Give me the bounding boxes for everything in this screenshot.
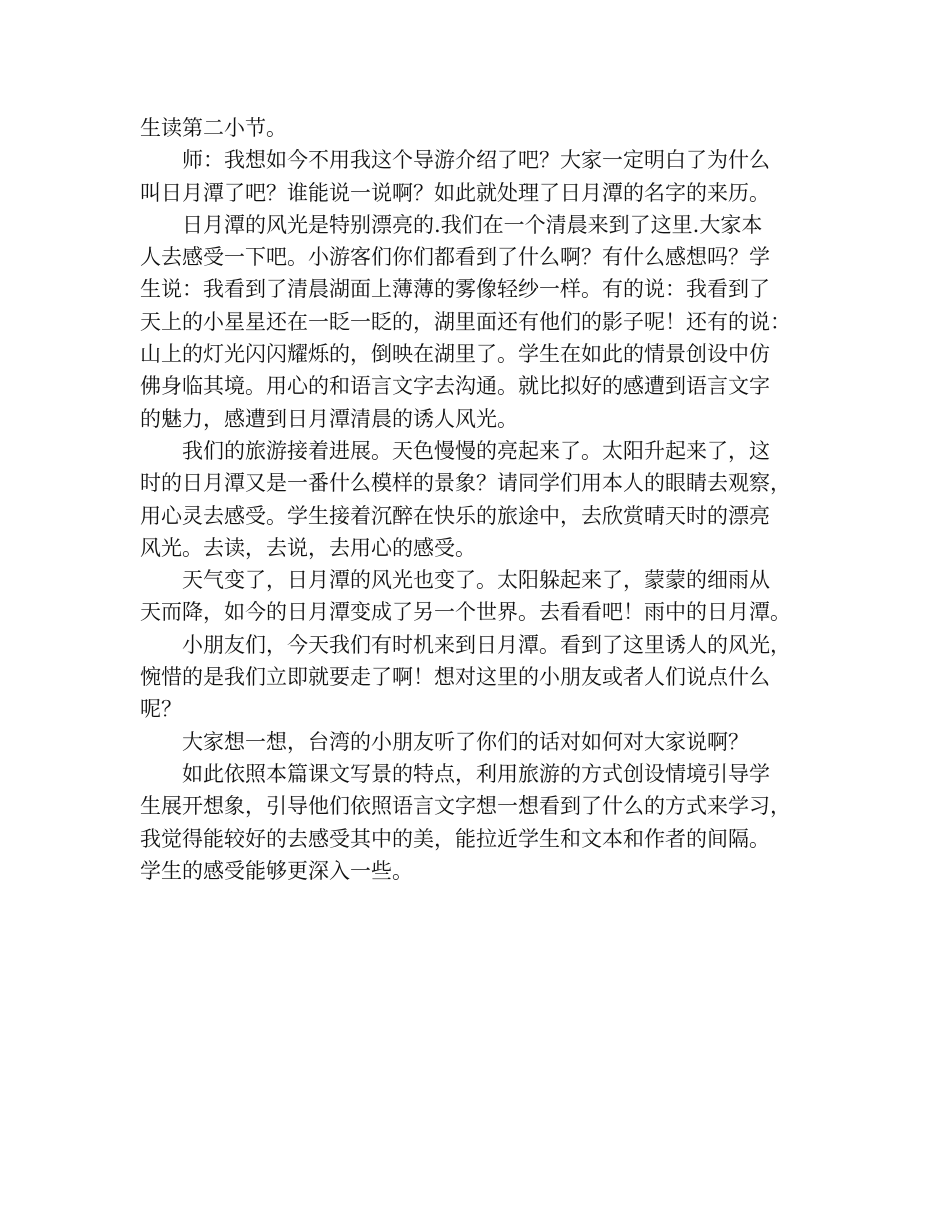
text-line: 天上的小星星还在一眨一眨的，湖里面还有他们的影子呢！还有的说： bbox=[140, 309, 791, 334]
text-line: 天气变了，日月潭的风光也变了。太阳躲起来了，蒙蒙的细雨从 bbox=[182, 568, 770, 593]
text-line: 生说：我看到了清晨湖面上薄薄的雾像轻纱一样。有的说：我看到了 bbox=[140, 277, 770, 302]
text-line: 学生的感受能够更深入一些。 bbox=[140, 858, 413, 883]
text-line: 用心灵去感受。学生接着沉醉在快乐的旅途中，去欣赏晴天时的漂亮 bbox=[140, 503, 770, 528]
paragraph-2 bbox=[140, 144, 820, 209]
text-line: 生展开想象，引导他们依照语言文字想一想看到了什么的方式来学习， bbox=[140, 794, 791, 819]
paragraph-8 bbox=[140, 758, 820, 887]
text-line: 佛身临其境。用心的和语言文字去沟通。就比拟好的感遭到语言文字 bbox=[140, 374, 770, 399]
text-line: 山上的灯光闪闪耀烁的，倒映在湖里了。学生在如此的情景创设中仿 bbox=[140, 342, 770, 367]
text-line: 叫日月潭了吧？谁能说一说啊？如此就处理了日月潭的名字的来历。 bbox=[140, 180, 770, 205]
text-line: 惋惜的是我们立即就要走了啊！想对这里的小朋友或者人们说点什么 bbox=[140, 665, 770, 690]
paragraph-1 bbox=[140, 112, 820, 144]
paragraph-7 bbox=[140, 726, 820, 758]
text-line: 生读第二小节。 bbox=[140, 116, 287, 140]
paragraph-4 bbox=[140, 435, 820, 564]
text-line: 时的日月潭又是一番什么模样的景象？请同学们用本人的眼睛去观察， bbox=[140, 471, 791, 496]
text-line: 我们的旅游接着进展。天色慢慢的亮起来了。太阳升起来了，这 bbox=[182, 438, 770, 463]
text-line: 日月潭的风光是特别漂亮的.我们在一个清晨来到了这里.大家本 bbox=[182, 212, 763, 237]
paragraph-3 bbox=[140, 209, 820, 435]
paragraph-5 bbox=[140, 564, 820, 629]
text-line: 我觉得能较好的去感受其中的美，能拉近学生和文本和作者的间隔。 bbox=[140, 826, 770, 851]
text-line: 风光。去读，去说，去用心的感受。 bbox=[140, 535, 476, 560]
paragraph-6 bbox=[140, 629, 820, 726]
text-line: 师：我想如今不用我这个导游介绍了吧？大家一定明白了为什么 bbox=[182, 148, 770, 173]
text-line: 大家想一想，台湾的小朋友听了你们的话对如何对大家说啊？ bbox=[182, 729, 749, 754]
text-line: 天而降，如今的日月潭变成了另一个世界。去看看吧！雨中的日月潭。 bbox=[140, 600, 791, 625]
text-line: 如此依照本篇课文写景的特点，利用旅游的方式创设情境引导学 bbox=[182, 761, 770, 786]
text-line: 小朋友们，今天我们有时机来到日月潭。看到了这里诱人的风光， bbox=[182, 632, 791, 657]
document-body bbox=[140, 112, 820, 887]
text-line: 人去感受一下吧。小游客们你们都看到了什么啊？有什么感想吗？学 bbox=[140, 245, 770, 270]
text-line: 呢？ bbox=[140, 697, 182, 722]
text-line: 的魅力，感遭到日月潭清晨的诱人风光。 bbox=[140, 406, 518, 431]
